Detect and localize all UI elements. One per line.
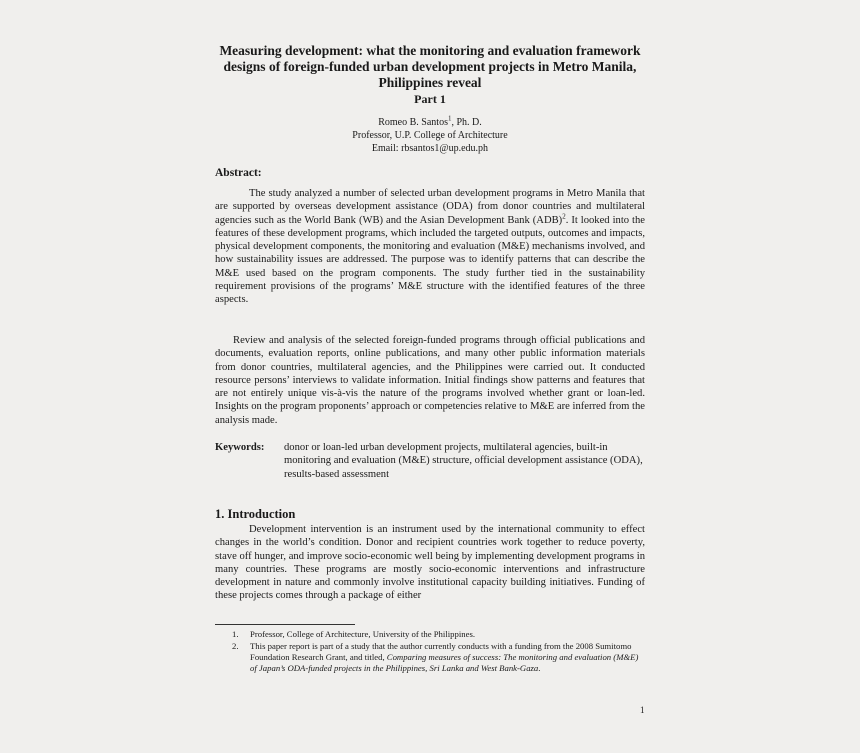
footnote-1 [232, 629, 645, 640]
title-line-1: Measuring development: what the monitoring and evaluation framework [219, 43, 641, 58]
author-footnote-mark: 1 [447, 114, 452, 123]
keywords-label: Keywords: [215, 442, 265, 453]
abstract-footnote-mark: 2 [562, 212, 566, 221]
footnote-2-number: 2. [232, 641, 239, 651]
abstract-paragraph-2: Review and analysis of the selected foreign-funded programs through official publications and documents, evaluation reports, online publications, and many other public information materials from donor countries, multilateral agencies, and the Philippines were carried out. It conducted resource persons’ interviews to validate information. Initial findings show patterns and features that are not entirely unique vis-à-vis the nature of the programs involved whether grant or loan-led. Insights on the program proponents’ approach or competencies relative to M&E are inferred from the analysis made. [215, 335, 645, 426]
page-number: 1 [640, 705, 645, 715]
footnote-2-end: . [538, 663, 541, 673]
footnote-divider [215, 624, 355, 625]
author-email: Email: rbsantos1@up.edu.ph [371, 143, 489, 154]
introduction-paragraph: Development intervention is an instrument used by the international community to effect changes in the world’s condition. Donor and recipient countries work together to reduce poverty, stave off hunger, and improve socio-economic well being by implementing development programs in many countries. These programs are mostly socio-economic interventions and infrastructure development in nature and commonly involve institutional capacity building initiatives. Funding of these projects comes through a package of either [215, 524, 645, 602]
keywords-text: donor or loan-led urban development projects, multilateral agencies, built-in monitoring and evaluation (M&E) structure, official development assistance (ODA), results-based assessment [284, 442, 643, 480]
abstract-heading: Abstract: [215, 167, 262, 179]
footnote-2-text: This paper report is part of a study that the author currently conducts with a funding from the 2008 Sumitomo Foundation Research Grant, and titled, [250, 641, 632, 662]
abstract-p1-text-a: The study analyzed a number of selected urban development programs in Metro Manila that are supported by overseas development assistance (ODA) from donor countries and multilateral agencies such as the World Bank (WB) and the Asian Development Bank (ADB) [215, 188, 645, 226]
introduction-heading: 1. Introduction [215, 507, 296, 521]
footnotes [232, 629, 645, 675]
footnote-2-title: Comparing measures of success: The monitoring and evaluation (M&E) of Japan’s ODA-funded projects in the Philippines, Sri Lanka and West Bank-Gaza [250, 652, 639, 673]
abstract-p1-text-b: . It looked into the features of these development programs, which included the targeted outputs, outcomes and impacts, physical development components, the monitoring and evaluation (M&E) mechanisms involved, and how sustainability issues are addressed. The purpose was to identify patterns that can describe the M&E used based on the program components. The study further tied in the sustainability requirement provisions of the programs’ M&E structure with the identified features of the three aspects. [215, 214, 645, 306]
title-line-3: Philippines reveal [378, 75, 482, 90]
paper-title [200, 43, 660, 107]
author-affiliation: Professor, U.P. College of Architecture [352, 130, 508, 141]
abstract-paragraph-1 [215, 187, 645, 307]
footnote-1-number: 1. [232, 629, 239, 639]
author-block [200, 116, 660, 155]
title-part: Part 1 [414, 92, 446, 106]
footnote-2 [232, 641, 645, 674]
author-name: Romeo B. Santos [378, 117, 448, 128]
footnote-1-text: Professor, College of Architecture, University of the Philippines. [250, 629, 475, 639]
author-name-line [200, 116, 660, 129]
author-suffix: , Ph. D. [451, 117, 482, 128]
title-line-2: designs of foreign-funded urban development projects in Metro Manila, [223, 59, 637, 74]
